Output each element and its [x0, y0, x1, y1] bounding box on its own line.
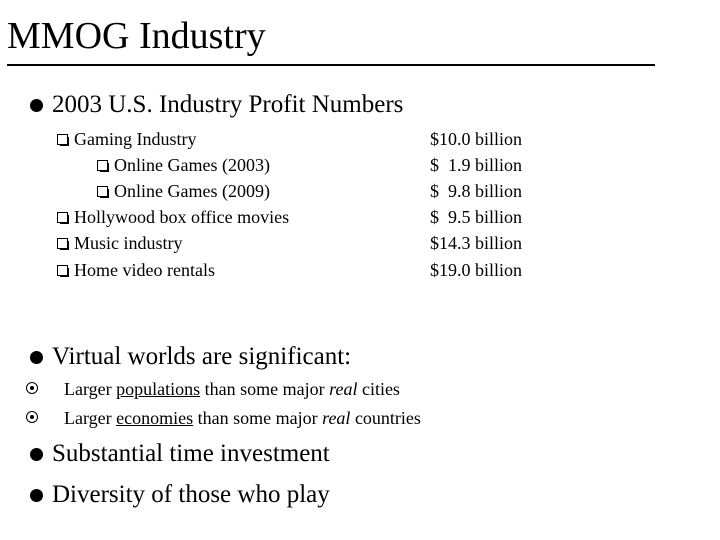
circle-bullet-icon: [26, 382, 38, 394]
economies-line: Larger economies than some major real countries: [64, 408, 421, 428]
item-label: Home video rentals: [74, 260, 215, 280]
virtual-worlds-heading: Virtual worlds are significant:: [52, 343, 352, 370]
time-investment-heading: Substantial time investment: [52, 440, 330, 467]
square-bullet-icon: [57, 212, 68, 223]
item-label: Online Games (2003): [114, 155, 270, 175]
item-label: Hollywood box office movies: [74, 207, 290, 227]
square-bullet-icon: [57, 265, 68, 276]
bullet-dot-icon: [30, 351, 43, 364]
item-value: $ 9.5 billion: [430, 207, 523, 227]
item-value: $10.0 billion: [430, 129, 523, 149]
item-value: $ 1.9 billion: [430, 155, 523, 175]
populations-line: Larger populations than some major real cities: [64, 379, 400, 399]
title-underline: [7, 64, 655, 66]
item-value: $19.0 billion: [430, 260, 523, 280]
item-label: Music industry: [74, 233, 183, 253]
item-label: Online Games (2009): [114, 181, 270, 201]
square-bullet-icon: [57, 238, 68, 249]
circle-bullet-icon: [26, 411, 38, 423]
item-value: $ 9.8 billion: [430, 181, 523, 201]
bullet-dot-icon: [30, 489, 43, 502]
item-label: Gaming Industry: [74, 129, 197, 149]
bullet-dot-icon: [30, 448, 43, 461]
square-bullet-icon: [97, 160, 108, 171]
profit-numbers-heading: 2003 U.S. Industry Profit Numbers: [52, 91, 404, 118]
square-bullet-icon: [97, 186, 108, 197]
slide-title: MMOG Industry: [7, 15, 266, 57]
diversity-heading: Diversity of those who play: [52, 481, 330, 508]
item-value: $14.3 billion: [430, 233, 523, 253]
bullet-dot-icon: [30, 99, 43, 112]
square-bullet-icon: [57, 134, 68, 145]
